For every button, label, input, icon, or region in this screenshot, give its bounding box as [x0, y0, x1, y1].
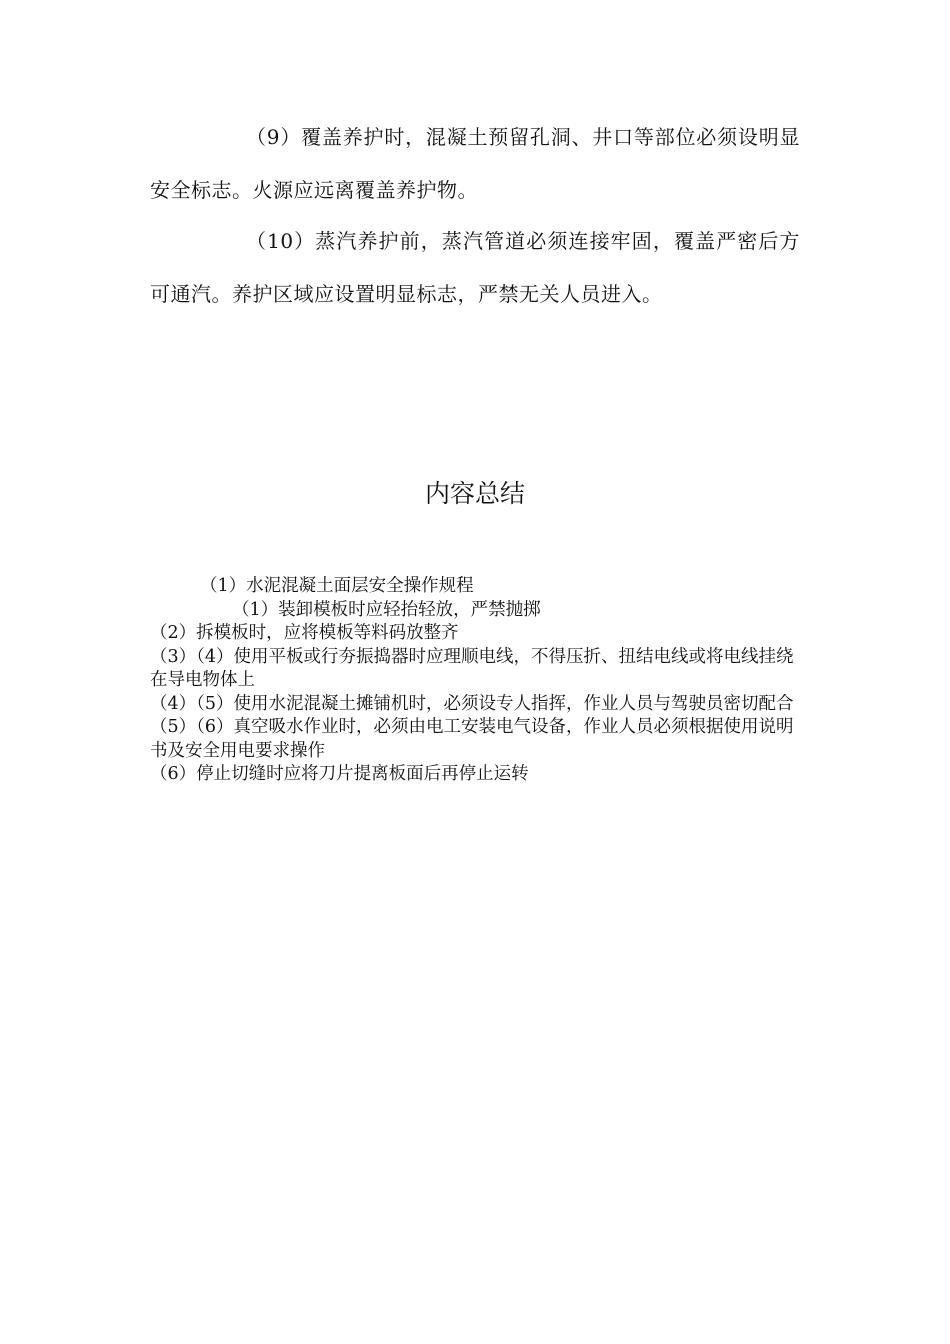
- summary-title: 内容总结: [424, 479, 525, 508]
- paragraph-steam-curing: （10）蒸汽养护前，蒸汽管道必须连接牢固，覆盖严密后方可通汽。养护区域应设置明显标志，严禁无关人员进入。: [150, 229, 800, 306]
- summary-item: （2）拆模板时，应将模板等料码放整齐: [150, 623, 459, 643]
- summary-item: （6）停止切缝时应将刀片提离板面后再停止运转: [150, 764, 529, 784]
- summary-item: （1）装卸模板时应轻抬轻放，严禁抛掷: [232, 599, 541, 620]
- summary-item: （5）（6）真空吸水作业时，必须由电工安装电气设备，作业人员必须根据使用说明书及安全用电要求操作: [150, 717, 794, 761]
- paragraph-curing-cover: （9）覆盖养护时，混凝土预留孔洞、井口等部位必须设明显安全标志。火源应远离覆盖养护物。: [150, 125, 800, 202]
- summary-item: （3）（4）使用平板或行夯振捣器时应理顺电线，不得压折、扭结电线或将电线挂绕在导电物体上: [150, 646, 794, 690]
- summary-list: [150, 575, 800, 787]
- summary-item: （4）（5）使用水泥混凝土摊铺机时，必须设专人指挥，作业人员与驾驶员密切配合: [150, 693, 794, 714]
- summary-item: （1）水泥混凝土面层安全操作规程: [200, 576, 474, 596]
